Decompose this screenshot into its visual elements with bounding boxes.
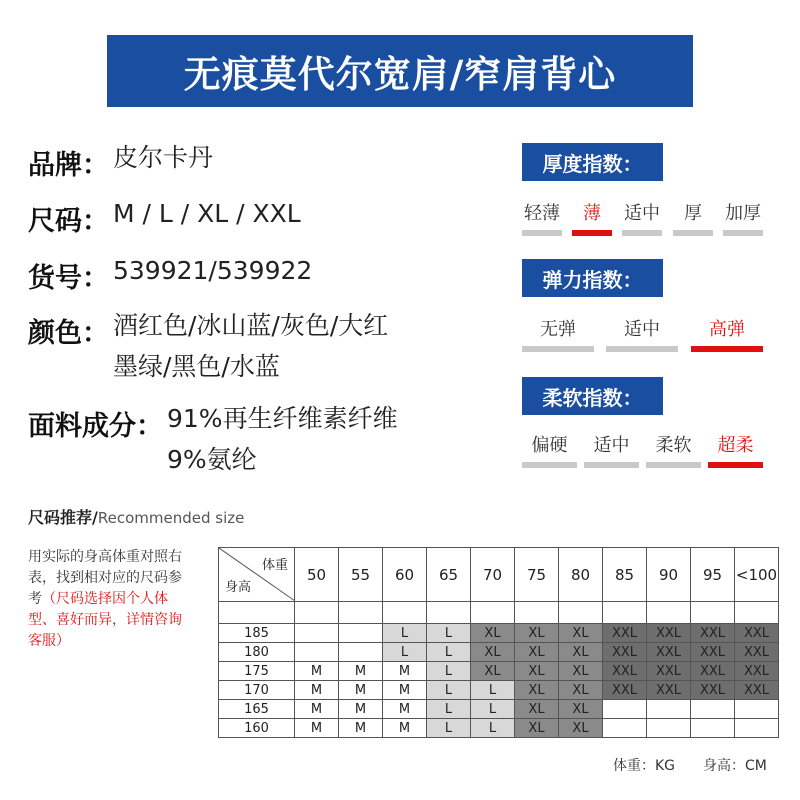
size-cell: XXL — [735, 681, 779, 700]
size-cell: M — [339, 719, 383, 738]
spec-brand — [28, 143, 213, 182]
size-cell: L — [427, 681, 471, 700]
thickness-option-selected: 薄 — [583, 203, 601, 224]
size-cell: XXL — [647, 662, 691, 681]
elasticity-option: 无弹 — [540, 319, 576, 340]
size-cell — [647, 719, 691, 738]
weight-axis-label: 体重 — [261, 558, 288, 573]
size-cell: L — [427, 662, 471, 681]
size-cell: XL — [515, 719, 559, 738]
size-cell: XXL — [691, 662, 735, 681]
elasticity-bar-selected — [691, 346, 763, 352]
table-row — [219, 624, 779, 643]
spacer-row — [219, 602, 779, 624]
size-cell: XL — [515, 662, 559, 681]
spacer-cell — [603, 602, 647, 624]
size-cell — [735, 700, 779, 719]
thickness-bar — [673, 230, 713, 236]
size-cell: XXL — [735, 662, 779, 681]
height-cell: 185 — [219, 624, 295, 643]
softness-index-badge: 柔软指数： — [522, 377, 663, 415]
spacer-cell — [515, 602, 559, 624]
spacer-cell — [339, 602, 383, 624]
height-cell: 165 — [219, 700, 295, 719]
size-cell: XXL — [647, 643, 691, 662]
spec-fabric — [28, 404, 398, 480]
spacer-cell — [559, 602, 603, 624]
size-cell — [603, 719, 647, 738]
size-value: M / L / XL / XXL — [113, 199, 301, 228]
weight-header-row — [219, 548, 779, 602]
elasticity-option-selected: 高弹 — [709, 319, 745, 340]
table-row — [219, 643, 779, 662]
size-cell — [339, 643, 383, 662]
softness-option: 柔软 — [655, 435, 692, 456]
title-banner — [107, 35, 693, 107]
weight-header: 80 — [559, 548, 603, 602]
item-label: 货号： — [28, 263, 109, 294]
elasticity-bar — [606, 346, 678, 352]
size-cell: XL — [559, 643, 603, 662]
size-label: 尺码： — [28, 206, 109, 237]
softness-bar — [522, 462, 577, 468]
size-cell: L — [427, 700, 471, 719]
size-cell: XXL — [691, 681, 735, 700]
thickness-index-badge: 厚度指数： — [522, 143, 663, 181]
color-label: 颜色： — [28, 318, 109, 349]
size-cell: M — [383, 662, 427, 681]
size-cell: XL — [515, 624, 559, 643]
size-cell: L — [427, 719, 471, 738]
weight-header: 70 — [471, 548, 515, 602]
recommend-title — [28, 505, 244, 528]
spacer-cell — [691, 602, 735, 624]
thickness-bar — [723, 230, 763, 236]
size-cell: XL — [559, 624, 603, 643]
size-cell: M — [295, 719, 339, 738]
weight-header: 55 — [339, 548, 383, 602]
recommend-note-red: （尺码选择因个人体型、喜好而异，详情咨询客服） — [28, 591, 182, 649]
weight-header: 90 — [647, 548, 691, 602]
size-cell: XXL — [603, 624, 647, 643]
table-row — [219, 700, 779, 719]
weight-unit: 体重：KG — [613, 758, 676, 774]
size-cell — [735, 719, 779, 738]
recommend-note — [28, 547, 190, 652]
size-cell — [691, 719, 735, 738]
size-cell: XXL — [647, 681, 691, 700]
table-row — [219, 719, 779, 738]
height-cell: 180 — [219, 643, 295, 662]
recommend-note-text: 用实际的身高体重对照右表，找到相对应的尺码参考 — [28, 549, 182, 607]
spacer-cell — [471, 602, 515, 624]
size-cell: M — [295, 662, 339, 681]
size-cell: XXL — [735, 643, 779, 662]
softness-option-selected: 超柔 — [717, 435, 754, 456]
spacer-cell — [383, 602, 427, 624]
softness-option: 适中 — [593, 435, 630, 456]
size-cell: XXL — [691, 643, 735, 662]
recommend-title-cn: 尺码推荐/ — [28, 508, 98, 527]
fabric-value-line2: 9%氨纶 — [167, 445, 257, 474]
size-cell: L — [427, 643, 471, 662]
thickness-option: 适中 — [624, 203, 660, 224]
size-cell — [691, 700, 735, 719]
weight-header: 50 — [295, 548, 339, 602]
height-cell: 175 — [219, 662, 295, 681]
elasticity-bar — [522, 346, 594, 352]
spec-color — [28, 311, 388, 387]
thickness-bar — [622, 230, 662, 236]
fabric-label: 面料成分： — [28, 411, 163, 442]
size-cell: M — [339, 700, 383, 719]
height-cell: 160 — [219, 719, 295, 738]
size-cell — [339, 624, 383, 643]
size-cell: XL — [471, 662, 515, 681]
size-cell: L — [471, 681, 515, 700]
color-value-line1: 酒红色/冰山蓝/灰色/大红 — [113, 311, 389, 340]
brand-label: 品牌： — [28, 150, 109, 181]
spacer-cell — [735, 602, 779, 624]
size-cell: M — [295, 700, 339, 719]
height-cell: 170 — [219, 681, 295, 700]
softness-bar-selected — [708, 462, 763, 468]
thickness-bar-selected — [572, 230, 612, 236]
size-cell: XL — [515, 681, 559, 700]
height-axis-label: 身高 — [225, 580, 252, 595]
table-row — [219, 662, 779, 681]
size-cell — [295, 643, 339, 662]
size-cell: XL — [515, 643, 559, 662]
size-cell: XL — [471, 624, 515, 643]
recommend-title-en: Recommended size — [97, 509, 245, 527]
size-cell: M — [383, 681, 427, 700]
thickness-option: 轻薄 — [524, 203, 560, 224]
size-cell: L — [427, 624, 471, 643]
item-value: 539921/539922 — [113, 256, 313, 285]
size-cell: XL — [559, 700, 603, 719]
size-cell — [295, 624, 339, 643]
weight-header: 85 — [603, 548, 647, 602]
spacer-cell — [427, 602, 471, 624]
size-cell: M — [383, 700, 427, 719]
size-cell: XXL — [603, 643, 647, 662]
size-cell: XL — [559, 681, 603, 700]
size-cell: XXL — [603, 681, 647, 700]
table-corner — [219, 548, 295, 602]
size-cell: M — [339, 681, 383, 700]
size-cell: XL — [559, 719, 603, 738]
thickness-option: 厚 — [684, 203, 702, 224]
color-value-line2: 墨绿/黑色/水蓝 — [113, 352, 280, 381]
size-cell: XXL — [735, 624, 779, 643]
brand-value: 皮尔卡丹 — [113, 143, 214, 172]
size-cell: XL — [559, 662, 603, 681]
weight-header: 75 — [515, 548, 559, 602]
size-cell — [603, 700, 647, 719]
size-cell: L — [471, 700, 515, 719]
size-table — [218, 547, 779, 738]
thickness-option: 加厚 — [725, 203, 761, 224]
weight-header: <100 — [735, 548, 779, 602]
size-cell: XXL — [647, 624, 691, 643]
size-cell: XL — [515, 700, 559, 719]
softness-option: 偏硬 — [531, 435, 568, 456]
spacer-cell — [647, 602, 691, 624]
elasticity-index-badge: 弹力指数： — [522, 259, 663, 297]
thickness-bar — [522, 230, 562, 236]
weight-header: 65 — [427, 548, 471, 602]
spacer-cell — [295, 602, 339, 624]
size-cell: L — [383, 624, 427, 643]
elasticity-option: 适中 — [624, 319, 660, 340]
size-cell — [647, 700, 691, 719]
spec-item — [28, 256, 312, 295]
weight-header: 60 — [383, 548, 427, 602]
size-cell: L — [471, 719, 515, 738]
table-row — [219, 681, 779, 700]
size-cell: M — [295, 681, 339, 700]
size-cell: L — [383, 643, 427, 662]
softness-bar — [584, 462, 639, 468]
size-cell: XXL — [603, 662, 647, 681]
softness-bar — [646, 462, 701, 468]
size-cell: M — [383, 719, 427, 738]
height-unit: 身高：CM — [703, 758, 767, 774]
spec-size — [28, 199, 301, 238]
spacer-cell — [219, 602, 295, 624]
fabric-value-line1: 91%再生纤维素纤维 — [167, 404, 398, 433]
page-title: 无痕莫代尔宽肩/窄肩背心 — [183, 53, 617, 96]
size-cell: M — [339, 662, 383, 681]
size-cell: XXL — [691, 624, 735, 643]
size-cell: XL — [471, 643, 515, 662]
weight-header: 95 — [691, 548, 735, 602]
